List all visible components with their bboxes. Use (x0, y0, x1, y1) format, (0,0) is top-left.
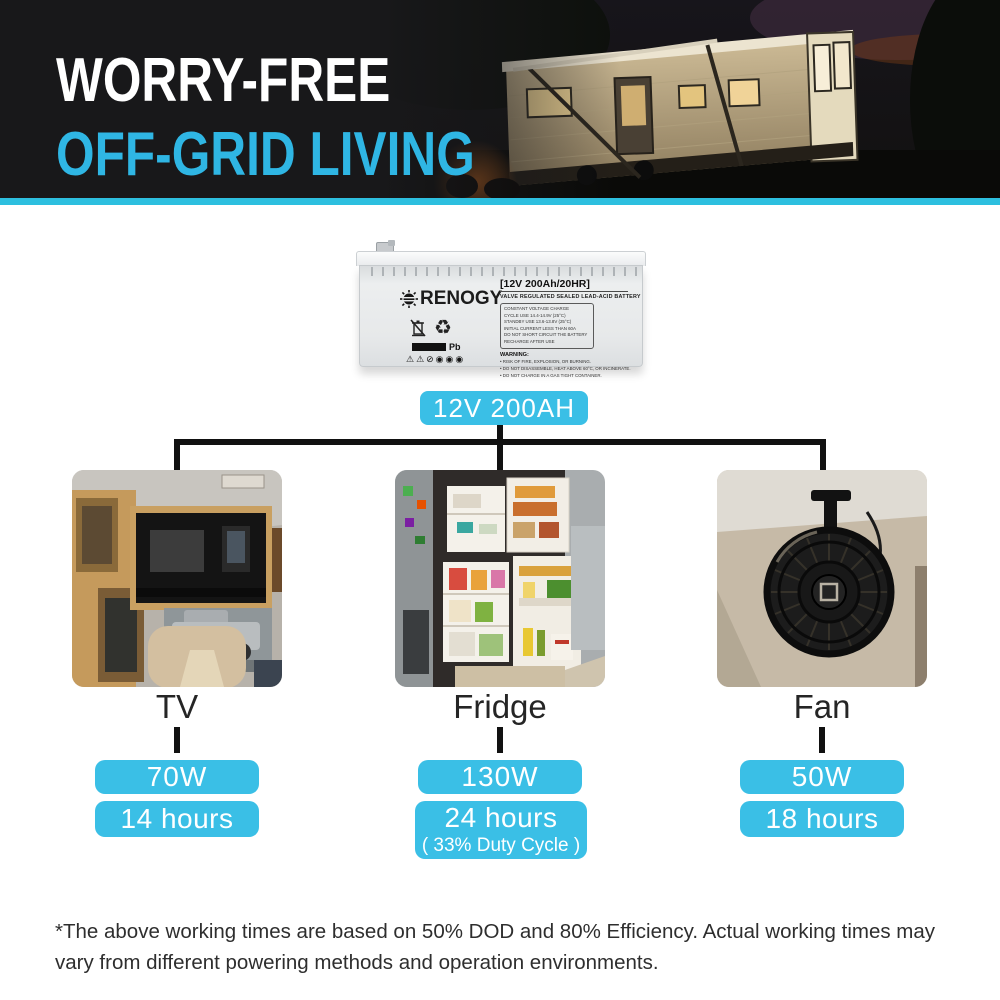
battery-vents (362, 267, 638, 276)
hours-value: 24 hours (444, 802, 558, 833)
fan-photo (717, 470, 927, 687)
title-line-1: WORRY-FREE (56, 46, 391, 115)
warning-list (500, 358, 631, 379)
fridge-photo (395, 470, 605, 687)
warning-line: • DO NOT DISASSEMBLE, HEAT ABOVE 60°C, OR INCINERATE. (500, 365, 631, 371)
appliance-label-tv: TV (155, 688, 199, 725)
renogy-sun-icon (398, 289, 418, 309)
battery-spec-title: [12V 200Ah/20HR] (500, 278, 628, 292)
accent-divider (0, 198, 1000, 205)
hero-banner (0, 0, 1000, 198)
footnote-line-2: vary from different powering methods and operation environments. (55, 951, 659, 974)
safety-cert-icons: ⚠⚠⊘◉◉◉ (406, 354, 466, 364)
battery-spec-subtitle: VALVE REGULATED SEALED LEAD-ACID BATTERY (500, 294, 641, 300)
connector-stub (497, 727, 503, 753)
battery-info-box (500, 303, 594, 349)
watts-badge-fan: 50W (740, 760, 904, 794)
title-line-2: OFF-GRID LIVING (56, 120, 475, 189)
hours-value: 18 hours (765, 803, 879, 834)
hours-badge-tv (95, 801, 259, 837)
connector-line (174, 439, 180, 470)
warning-line: • DO NOT CHARGE IN A GAS TIGHT CONTAINER. (500, 372, 602, 378)
footnote-line-1: *The above working times are based on 50% DOD and 80% Efficiency. Actual working times may (55, 920, 936, 943)
tv-photo (72, 470, 282, 687)
capacity-badge: 12V 200AH (420, 391, 588, 425)
recycle-icon: ♻ (434, 317, 452, 339)
hours-badge-fridge (415, 801, 587, 859)
battery-label-right (500, 278, 641, 379)
pb-label: Pb (449, 342, 461, 352)
info-line: CONSTANT VOLTAGE CHARGE (504, 306, 570, 311)
info-line: DO NOT SHORT CIRCUIT THE BATTERY (504, 332, 588, 338)
page-title (56, 44, 580, 192)
hours-note: ( 33% Duty Cycle ) (421, 835, 581, 856)
brand-name: RENOGY (420, 288, 503, 309)
info-line: INITIAL CURRENT LESS THAN 60A (504, 325, 576, 331)
info-line: STANDBY USE 13.6-13.8V (25°C) (504, 319, 572, 325)
connector-line (820, 439, 826, 470)
battery-case (359, 265, 643, 378)
watts-badge-tv: 70W (95, 760, 259, 794)
appliance-label-fridge: Fridge (453, 688, 547, 725)
connector-stub (174, 727, 180, 753)
hours-value: 14 hours (120, 803, 234, 834)
battery-product-image (350, 238, 650, 383)
watts-badge-fridge: 130W (418, 760, 582, 794)
battery-label-left (398, 288, 508, 365)
battery-lid (356, 251, 646, 266)
pb-bar-icon (412, 343, 446, 351)
warning-line: • RISK OF FIRE, EXPLOSION, OR BURNING. (500, 358, 592, 364)
info-line: CYCLE USE 14.4-14.9V (25°C) (504, 312, 566, 318)
disclaimer-footnote (55, 916, 960, 978)
connector-line (174, 439, 826, 445)
hours-badge-fan (740, 801, 904, 837)
connector-stub (819, 727, 825, 753)
connector-line (497, 425, 503, 470)
warning-title: WARNING: (500, 351, 529, 358)
appliance-label-fan: Fan (793, 688, 851, 725)
info-line: RECHARGE AFTER USE (504, 339, 555, 345)
weee-bin-icon (410, 319, 426, 337)
